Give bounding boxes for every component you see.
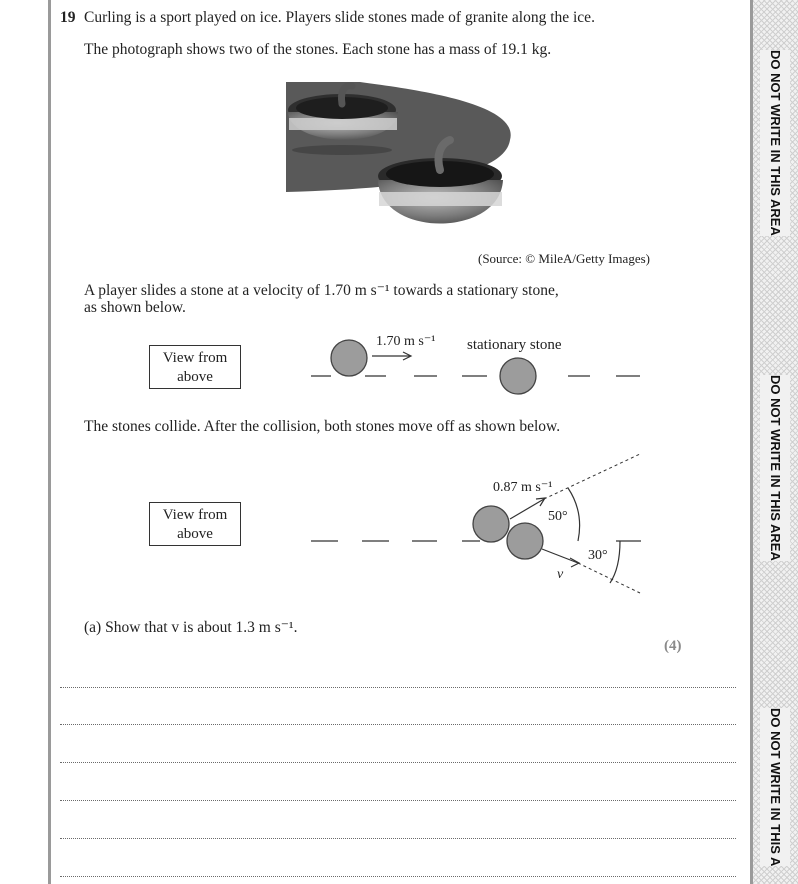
answer-line[interactable] (60, 762, 736, 763)
intro-line-1: Curling is a sport played on ice. Players slide stones made of granite along the ice. (84, 9, 595, 26)
velocity-arrow-2 (542, 549, 578, 563)
photo-source: (Source: © MileA/Getty Images) (478, 251, 650, 266)
angle-arc-50 (568, 488, 580, 541)
setup-line-2: as shown below. (84, 299, 186, 316)
margin-note-2: DO NOT WRITE IN THIS AREA (760, 375, 790, 561)
box-2-line-2: above (177, 526, 213, 542)
answer-line[interactable] (60, 724, 736, 725)
answer-line[interactable] (60, 876, 736, 877)
angle-arc-30 (610, 541, 620, 583)
intro-line-2: The photograph shows two of the stones. Each stone has a mass of 19.1 kg. (84, 41, 552, 58)
direction-line-2 (578, 563, 640, 593)
stationary-label: stationary stone (467, 337, 562, 353)
velocity-label-after: 0.87 m s⁻¹ (493, 480, 553, 495)
box-1-line-2: above (177, 369, 213, 385)
velocity-arrow-1 (510, 499, 544, 519)
angle-30-label: 30° (588, 548, 608, 563)
answer-line[interactable] (60, 838, 736, 839)
margin-note-3: DO NOT WRITE IN THIS A (760, 708, 790, 866)
direction-line-1 (544, 454, 640, 499)
velocity-arrowhead-1 (536, 498, 545, 506)
margin-note-1: DO NOT WRITE IN THIS AREA (760, 50, 790, 236)
angle-50-label: 50° (548, 509, 568, 524)
velocity-label-before: 1.70 m s⁻¹ (376, 334, 436, 349)
box-1-line-1: View from (162, 350, 228, 366)
answer-line[interactable] (60, 800, 736, 801)
box-2-line-1: View from (162, 507, 228, 523)
v-label: v (557, 567, 564, 582)
part-a-marks: (4) (664, 638, 682, 654)
part-a-question: (a) Show that v is about 1.3 m s⁻¹. (84, 619, 298, 636)
stone-1-after (473, 506, 509, 542)
setup-line-1: A player slides a stone at a velocity of 1.70 m s⁻¹ towards a stationary stone, (84, 282, 559, 299)
stone-2-after (507, 523, 543, 559)
collision-text: The stones collide. After the collision, both stones move off as shown below. (84, 418, 561, 435)
question-number: 19 (60, 9, 76, 26)
velocity-arrowhead-2 (570, 558, 579, 567)
answer-line[interactable] (60, 687, 736, 688)
